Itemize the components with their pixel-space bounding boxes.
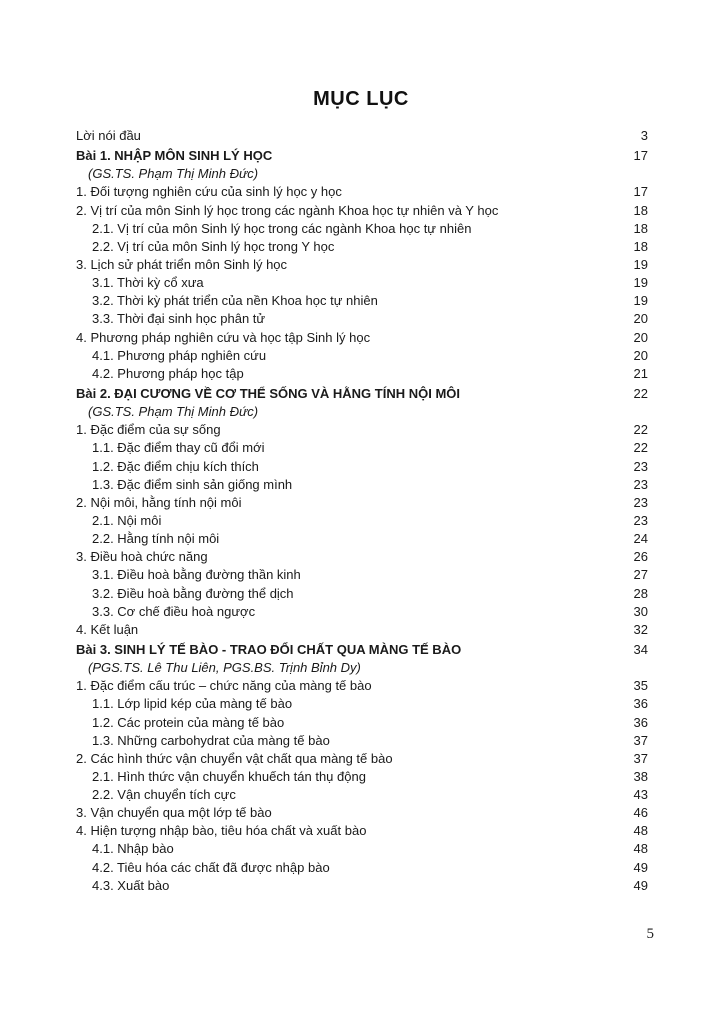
toc-entry-title: 1.1. Lớp lipid kép của màng tế bào bbox=[92, 696, 293, 712]
toc-entry-page: 19 bbox=[633, 275, 648, 291]
toc-entry bbox=[76, 804, 648, 822]
toc-entry-title: 2.1. Hình thức vận chuyển khuếch tán thụ động bbox=[92, 768, 366, 784]
toc-entry bbox=[76, 695, 648, 713]
toc-entry-title: Lời nói đầu bbox=[76, 128, 141, 143]
toc-entry bbox=[76, 768, 648, 786]
toc-entry-page: 46 bbox=[633, 805, 648, 821]
toc-entry-page: 36 bbox=[633, 696, 648, 712]
toc-entry bbox=[76, 310, 648, 328]
toc-entry-title: 1.3. Đặc điểm sinh sản giống mình bbox=[92, 476, 293, 492]
toc-entry bbox=[76, 822, 648, 840]
toc-entry-page: 49 bbox=[633, 859, 648, 875]
toc-entry-page: 23 bbox=[633, 494, 648, 510]
toc-entry-page: 22 bbox=[633, 422, 648, 438]
toc-entry-title: 3.3. Cơ chế điều hoà ngược bbox=[92, 603, 256, 619]
toc-entry-title: 3.2. Thời kỳ phát triển của nền Khoa học tự nhiên bbox=[92, 293, 378, 309]
toc-entry bbox=[76, 786, 648, 804]
toc-author-line bbox=[76, 165, 648, 183]
toc-entry-title: 4.1. Phương pháp nghiên cứu bbox=[92, 347, 267, 363]
toc-entry bbox=[76, 274, 648, 292]
toc-entry bbox=[76, 183, 648, 201]
toc-entry-title: Bài 3. SINH LÝ TẾ BÀO - TRAO ĐỔI CHẤT QUA MÀNG TẾ BÀO bbox=[76, 641, 462, 657]
toc-entry bbox=[76, 512, 648, 530]
toc-entry bbox=[76, 530, 648, 548]
toc-entry bbox=[76, 238, 648, 256]
toc-entry bbox=[76, 458, 648, 476]
toc-entry-page: 43 bbox=[633, 787, 648, 803]
toc-author-line bbox=[76, 403, 648, 421]
toc-entry bbox=[76, 840, 648, 858]
toc-entry bbox=[76, 347, 648, 365]
toc-entry-page: 21 bbox=[633, 365, 648, 381]
toc-entry-title: 2.2. Vị trí của môn Sinh lý học trong Y học bbox=[92, 238, 335, 254]
toc-entry-title: 1.3. Những carbohydrat của màng tế bào bbox=[92, 732, 330, 748]
toc-entry-title: 2.1. Vị trí của môn Sinh lý học trong các ngành Khoa học tự nhiên bbox=[92, 220, 472, 236]
toc-entry-title: 2.1. Nội môi bbox=[92, 512, 162, 528]
toc-entry-title: 1.2. Đặc điểm chịu kích thích bbox=[92, 458, 259, 474]
toc-entry-page: 23 bbox=[633, 512, 648, 528]
toc-entry-page: 20 bbox=[633, 347, 648, 363]
toc-entry-title: 2.2. Vận chuyển tích cực bbox=[92, 787, 236, 803]
toc-entry-title: 4.2. Tiêu hóa các chất đã được nhập bào bbox=[92, 859, 330, 875]
page-title: MỤC LỤC bbox=[313, 88, 409, 110]
toc-entry-page: 23 bbox=[633, 476, 648, 492]
table-of-contents bbox=[76, 127, 648, 895]
toc-entry-title: Bài 2. ĐẠI CƯƠNG VỀ CƠ THỂ SỐNG VÀ HẰNG TÍNH NỘI MÔI bbox=[76, 385, 460, 401]
toc-entry-title: 1. Đặc điểm của sự sống bbox=[76, 422, 221, 438]
page-number: 5 bbox=[646, 926, 654, 942]
toc-entry-title: 4.2. Phương pháp học tập bbox=[92, 365, 244, 381]
toc-entry-page: 35 bbox=[633, 678, 648, 694]
toc-entry bbox=[76, 548, 648, 566]
toc-entry bbox=[76, 365, 648, 383]
toc-entry-page: 22 bbox=[633, 440, 648, 456]
toc-entry-page: 19 bbox=[633, 256, 648, 272]
toc-entry-title: 4. Kết luận bbox=[76, 621, 139, 637]
toc-entry-page: 20 bbox=[633, 311, 648, 327]
toc-entry-page: 34 bbox=[633, 641, 648, 657]
toc-entry bbox=[76, 292, 648, 310]
toc-entry bbox=[76, 585, 648, 603]
toc-entry-page: 22 bbox=[633, 385, 648, 401]
toc-entry bbox=[76, 202, 648, 220]
toc-entry-title: 3.2. Điều hoà bằng đường thể dịch bbox=[92, 585, 294, 601]
toc-entry-title: 1.2. Các protein của màng tế bào bbox=[92, 714, 285, 730]
toc-entry-title: 3. Vận chuyển qua một lớp tế bào bbox=[76, 805, 272, 821]
toc-entry-page: 26 bbox=[633, 549, 648, 565]
toc-entry-title: 3. Điều hoà chức năng bbox=[76, 549, 208, 565]
toc-author-line bbox=[76, 659, 648, 677]
toc-entry-page: 18 bbox=[633, 202, 648, 218]
toc-entry bbox=[76, 732, 648, 750]
toc-entry-title: 2. Các hình thức vận chuyển vật chất qua màng tế bào bbox=[76, 750, 393, 766]
toc-entry-title: 3.1. Thời kỳ cổ xưa bbox=[92, 275, 204, 291]
toc-entry bbox=[76, 494, 648, 512]
toc-entry-page: 3 bbox=[640, 128, 648, 143]
toc-entry-title: (GS.TS. Phạm Thị Minh Đức) bbox=[88, 404, 259, 420]
toc-entry-page: 48 bbox=[633, 841, 648, 857]
toc-entry bbox=[76, 127, 648, 145]
toc-entry-page: 36 bbox=[633, 714, 648, 730]
toc-entry bbox=[76, 877, 648, 895]
toc-entry bbox=[76, 750, 648, 768]
toc-entry bbox=[76, 329, 648, 347]
toc-entry-page: 18 bbox=[633, 238, 648, 254]
toc-entry-page: 37 bbox=[633, 732, 648, 748]
toc-entry bbox=[76, 256, 648, 274]
toc-chapter-entry bbox=[76, 641, 648, 659]
toc-entry-title: 4.3. Xuất bào bbox=[92, 877, 170, 893]
toc-entry-page: 23 bbox=[633, 458, 648, 474]
toc-chapter-entry bbox=[76, 385, 648, 403]
toc-entry-title: 4.1. Nhập bào bbox=[92, 841, 174, 857]
toc-entry-title: 1.1. Đặc điểm thay cũ đổi mới bbox=[92, 440, 265, 456]
toc-entry-page: 24 bbox=[633, 531, 648, 547]
toc-entry-page: 17 bbox=[633, 148, 648, 164]
toc-entry-title: 2.2. Hằng tính nội môi bbox=[92, 531, 220, 547]
toc-entry-page: 20 bbox=[633, 329, 648, 345]
toc-entry bbox=[76, 714, 648, 732]
toc-entry-title: 3.1. Điều hoà bằng đường thần kinh bbox=[92, 567, 301, 583]
toc-entry-page: 49 bbox=[633, 877, 648, 893]
toc-entry-page: 30 bbox=[633, 603, 648, 619]
toc-entry bbox=[76, 220, 648, 238]
toc-entry bbox=[76, 621, 648, 639]
toc-entry-page: 17 bbox=[633, 184, 648, 200]
toc-entry-title: 3.3. Thời đại sinh học phân tử bbox=[92, 311, 266, 327]
toc-entry bbox=[76, 421, 648, 439]
toc-entry-title: 2. Nội môi, hằng tính nội môi bbox=[76, 494, 242, 510]
toc-entry-page: 38 bbox=[633, 768, 648, 784]
toc-entry-page: 37 bbox=[633, 750, 648, 766]
toc-entry bbox=[76, 439, 648, 457]
toc-entry-title: 2. Vị trí của môn Sinh lý học trong các ngành Khoa học tự nhiên và Y học bbox=[76, 202, 499, 218]
toc-entry-title: 4. Hiện tượng nhập bào, tiêu hóa chất và xuất bào bbox=[76, 823, 367, 839]
toc-entry-title: 4. Phương pháp nghiên cứu và học tập Sinh lý học bbox=[76, 329, 371, 345]
toc-entry bbox=[76, 859, 648, 877]
toc-entry-title: 1. Đối tượng nghiên cứu của sinh lý học y học bbox=[76, 184, 342, 200]
toc-entry-page: 48 bbox=[633, 823, 648, 839]
toc-entry bbox=[76, 677, 648, 695]
toc-chapter-entry bbox=[76, 147, 648, 165]
toc-entry-page: 19 bbox=[633, 293, 648, 309]
toc-entry bbox=[76, 476, 648, 494]
toc-entry bbox=[76, 603, 648, 621]
toc-entry-page: 27 bbox=[633, 567, 648, 583]
toc-entry bbox=[76, 566, 648, 584]
toc-entry-title: 1. Đặc điểm cấu trúc – chức năng của màng tế bào bbox=[76, 678, 372, 694]
toc-entry-title: 3. Lịch sử phát triển môn Sinh lý học bbox=[76, 256, 288, 272]
toc-entry-title: Bài 1. NHẬP MÔN SINH LÝ HỌC bbox=[76, 148, 273, 164]
toc-entry-title: (GS.TS. Phạm Thị Minh Đức) bbox=[88, 166, 259, 182]
toc-entry-page: 32 bbox=[633, 621, 648, 637]
toc-entry-page: 18 bbox=[633, 220, 648, 236]
toc-entry-page: 28 bbox=[633, 585, 648, 601]
toc-entry-title: (PGS.TS. Lê Thu Liên, PGS.BS. Trịnh Bỉnh Dy) bbox=[88, 660, 361, 676]
